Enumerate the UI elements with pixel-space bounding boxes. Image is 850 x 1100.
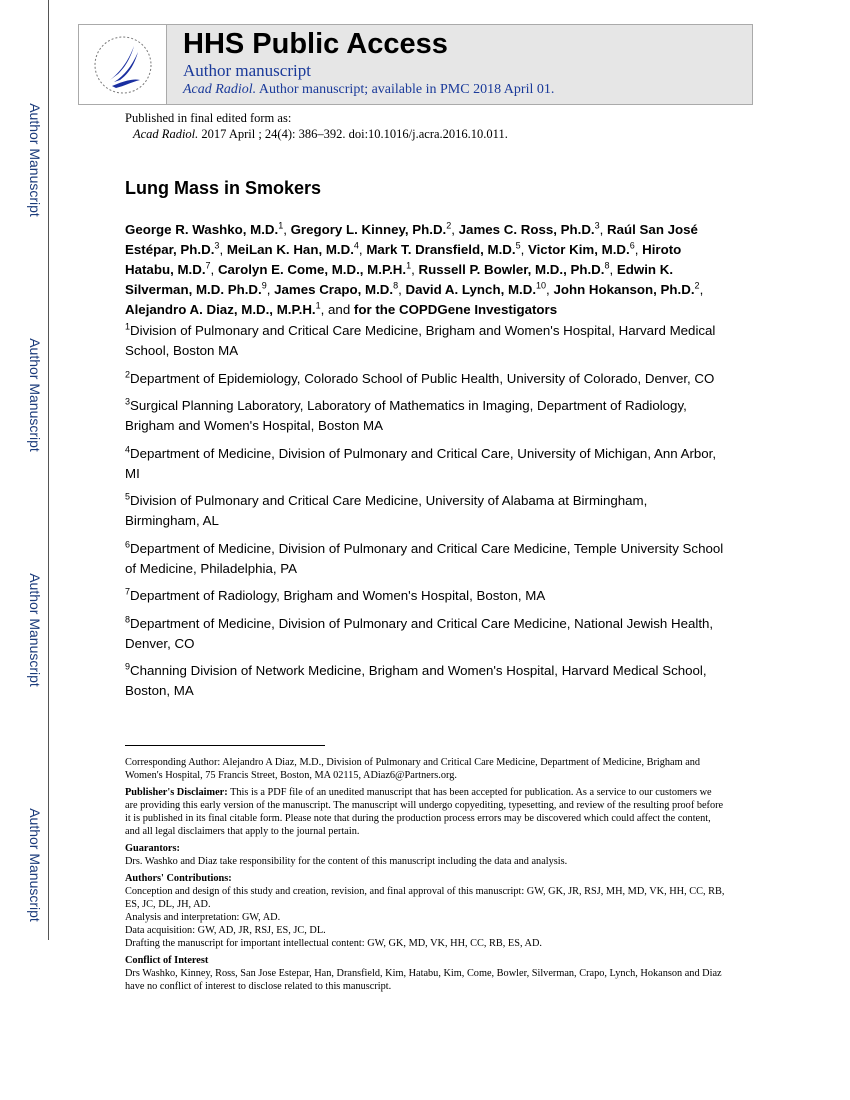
affiliation-number: 3 [125, 396, 131, 407]
author-affiliation-sup: 2 [446, 220, 452, 231]
affiliation [125, 369, 725, 389]
separator: , [283, 222, 291, 237]
affiliations [125, 321, 725, 709]
author-name: Hiroto Hatabu, M.D. [125, 242, 682, 277]
affiliation-text: Channing Division of Network Medicine, Brigham and Women's Hospital, Harvard Medical School, Boston, MA [125, 663, 707, 698]
sidebar-label: Author Manuscript [27, 808, 43, 922]
affiliation-text: Department of Medicine, Division of Pulmonary and Critical Care, University of Michigan, Ann Arbor, MI [125, 445, 717, 481]
sidebar-label: Author Manuscript [27, 103, 43, 217]
affiliation [125, 539, 725, 579]
author-affiliation-sup: 6 [629, 240, 635, 251]
conflict-of-interest: Conflict of Interest Drs Washko, Kinney, Ross, San Jose Estepar, Han, Dransfield, Kim, Hatabu, Kim, Come, Bowler, Silverman, Crapo, Lynch, Hokanson and Diaz have no conflict of interest to disclose related to this manuscript. [125, 955, 722, 992]
affiliation-number: 4 [125, 444, 131, 455]
separator: , [320, 302, 329, 317]
citation-text: Author manuscript; available in PMC 2018 April 01. [256, 82, 555, 97]
affiliation-number: 1 [125, 321, 131, 332]
affiliation [125, 614, 725, 654]
author-group: for the COPDGene Investigators [353, 302, 558, 317]
author-name: David A. Lynch, M.D. [405, 282, 537, 297]
affiliation-text: Department of Radiology, Brigham and Women's Hospital, Boston, MA [130, 588, 546, 603]
separator: , [451, 222, 459, 237]
affiliation [125, 586, 725, 606]
author-affiliation-sup: 5 [515, 240, 521, 251]
author-affiliation-sup: 3 [214, 240, 220, 251]
separator: , [219, 242, 227, 257]
separator: , [358, 242, 367, 257]
affiliation-number: 8 [125, 614, 131, 625]
author-name: Carolyn E. Come, M.D., M.P.H. [217, 262, 407, 277]
affiliation [125, 396, 725, 436]
hhs-header [78, 24, 753, 105]
header-title: HHS Public Access [183, 28, 448, 60]
author-name: Gregory L. Kinney, Ph.D. [290, 222, 447, 237]
author-affiliation-sup: 2 [694, 280, 700, 291]
author-name: Raúl San José Estépar, Ph.D. [125, 222, 698, 257]
journal-name: Acad Radiol. [183, 82, 257, 97]
author-name: MeiLan K. Han, M.D. [226, 242, 354, 257]
authors-and: and [328, 302, 351, 317]
affiliation-number: 2 [125, 369, 131, 380]
author-affiliation-sup: 3 [594, 220, 600, 231]
author-affiliation-sup: 7 [205, 260, 211, 271]
affiliation [125, 444, 725, 484]
citation-text: 2017 April ; 24(4): 386–392. doi:10.1016/j.acra.2016.10.011. [198, 127, 508, 141]
header-subtitle: Author manuscript [183, 61, 311, 80]
author-name: Alejandro A. Diaz, M.D., M.P.H. [125, 302, 316, 317]
author-name: George R. Washko, M.D. [125, 222, 279, 237]
author-name: John Hokanson, Ph.D. [553, 282, 695, 297]
author-name: Russell P. Bowler, M.D., Ph.D. [418, 262, 605, 277]
affiliation-text: Department of Medicine, Division of Pulmonary and Critical Care Medicine, National Jewish Health, Denver, CO [125, 615, 714, 651]
author-list [125, 220, 730, 320]
author-affiliation-sup: 10 [536, 280, 547, 291]
separator: , [210, 262, 218, 277]
author-name: James Crapo, M.D. [274, 282, 394, 297]
separator: , [546, 282, 554, 297]
separator: , [634, 242, 643, 257]
author-affiliation-sup: 1 [406, 260, 412, 271]
journal-name: Acad Radiol. [133, 127, 199, 141]
sidebar-label: Author Manuscript [27, 573, 43, 687]
affiliation-number: 9 [125, 661, 131, 672]
published-info [125, 110, 508, 142]
author-affiliation-sup: 4 [353, 240, 359, 251]
affiliation-text: Department of Medicine, Division of Pulmonary and Critical Care Medicine, Temple University School of Medicine, Philadelphia, PA [125, 540, 724, 576]
footnote-rule [125, 745, 325, 746]
published-label: Published in final edited form as: [125, 111, 292, 125]
author-affiliation-sup: 1 [315, 300, 321, 311]
affiliation [125, 491, 725, 531]
hhs-logo-icon [79, 25, 167, 104]
separator: , [609, 262, 617, 277]
author-name: Victor Kim, M.D. [527, 242, 630, 257]
article-title: Lung Mass in Smokers [125, 178, 322, 198]
affiliation-number: 5 [125, 491, 131, 502]
guarantors: Guarantors: Drs. Washko and Diaz take responsibility for the content of this manuscript including the data and analysis. [125, 843, 568, 867]
affiliation-text: Department of Epidemiology, Colorado School of Public Health, University of Colorado, Denver, CO [130, 370, 715, 386]
separator: , [699, 282, 704, 297]
author-affiliation-sup: 1 [278, 220, 284, 231]
affiliation [125, 321, 725, 361]
author-affiliation-sup: 9 [261, 280, 267, 291]
affiliation [125, 661, 725, 701]
affiliation-number: 6 [125, 539, 131, 550]
author-name: Mark T. Dransfield, M.D. [366, 242, 516, 257]
author-name: Edwin K. Silverman, M.D. Ph.D. [125, 262, 674, 297]
header-citation [183, 81, 554, 99]
affiliation-text: Division of Pulmonary and Critical Care Medicine, Brigham and Women's Hospital, Harvard Medical School, Boston MA [125, 323, 716, 358]
separator: , [398, 282, 406, 297]
author-affiliation-sup: 8 [604, 260, 610, 271]
margin-rule [48, 0, 49, 940]
author-name: James C. Ross, Ph.D. [458, 222, 595, 237]
publisher-disclaimer: Publisher's Disclaimer: This is a PDF file of an unedited manuscript that has been accepted for publication. As a service to our customers we are providing this early version of the manuscript. The manuscript will undergo copyediting, typesetting, and review of the resulting proof before it is published in its final citable form. Please note that during the production process errors may be discovered which could affect the content, and all legal disclaimers that apply to the journal pertain. [125, 787, 724, 837]
separator: , [520, 242, 528, 257]
affiliation-text: Division of Pulmonary and Critical Care Medicine, University of Alabama at Birmingham, Birmingham, AL [125, 493, 648, 528]
sidebar-label: Author Manuscript [27, 338, 43, 452]
separator: , [266, 282, 275, 297]
affiliation-text: Surgical Planning Laboratory, Laboratory of Mathematics in Imaging, Department of Radiology, Brigham and Women's Hospital, Boston MA [125, 398, 687, 433]
separator: , [599, 222, 608, 237]
affiliation-number: 7 [125, 586, 131, 597]
footnotes [125, 756, 725, 997]
contributions: Authors' Contributions: Conception and design of this study and creation, revision, and final approval of this manuscript: GW, GK, JR, RSJ, MH, MD, VK, HH, CC, RB, ES, JC, DL, JH, AD. Analysis and interpretation: GW, AD. Data acquisition: GW, AD, JR, RSJ, ES, JC, DL. Drafting the manuscript for important intellectual content: GW, GK, MD, VK, HH, CC, RB, ES, AD. [125, 873, 725, 949]
separator: , [411, 262, 419, 277]
author-affiliation-sup: 8 [393, 280, 399, 291]
corresponding-author: Corresponding Author: Alejandro A Diaz, M.D., Division of Pulmonary and Critical Care Medicine, Department of Medicine, Brigham and Women's Hospital, 75 Francis Street, Boston, MA 02115, ADiaz6@Partners.org. [125, 757, 701, 781]
